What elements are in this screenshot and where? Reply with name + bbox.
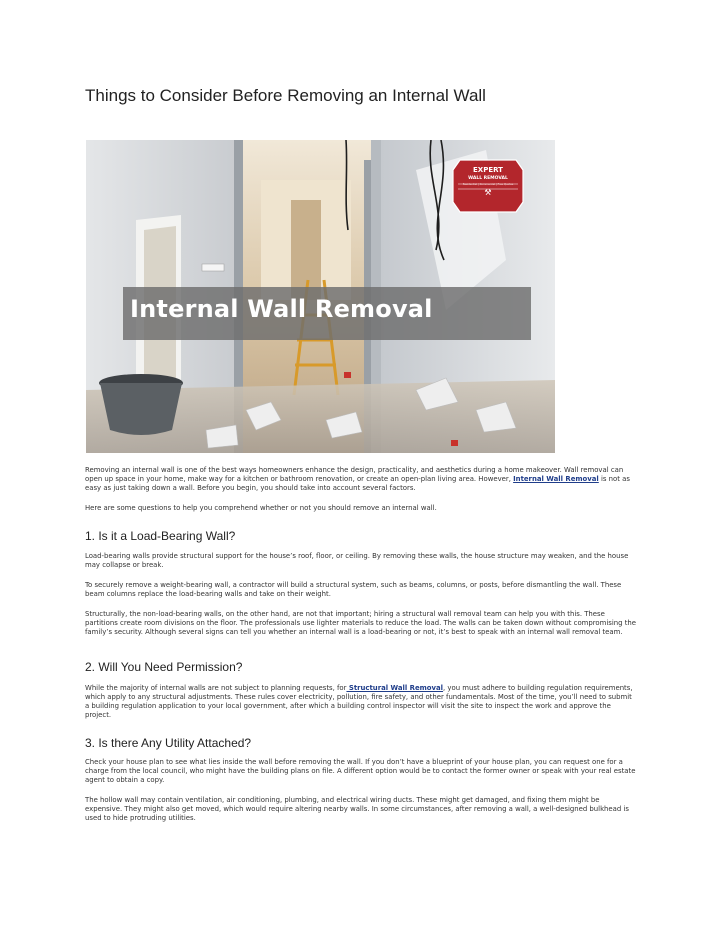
internal-wall-removal-link[interactable]: Internal Wall Removal xyxy=(513,474,599,483)
section-1-paragraph-2: To securely remove a weight-bearing wall, a contractor will build a structural system, such as beams, columns, or posts, before dismantling the wall. These beam columns replace the load-bearing walls and take on their weight. xyxy=(85,581,622,598)
section-1-heading: 1. Is it a Load-Bearing Wall? xyxy=(85,529,236,543)
logo-line-expert: EXPERT xyxy=(473,166,503,174)
hammer-icon: ⚒ xyxy=(484,188,492,197)
intro-paragraph: Removing an internal wall is one of the best ways homeowners enhance the design, practicality, and aesthetics during a home makeover. Wall removal can open up space in your home, make way for a kitchen or bathroom renovation, or create an open-plan living area. However, Internal Wall Removal is not as easy as just taking down a wall. Before you begin, you should take into account several factors. xyxy=(85,466,630,492)
section-1-paragraph-3: Structurally, the non-load-bearing walls, on the other hand, are not that important; hiring a structural wall removal team can help you with this. These partitions create room divisions on the floor. The professionals use lighter materials to reduce the load. The walls can be taken down without compromising the family’s security. Although several signs can tell you whether an internal wall is a load-bearing or not, it’s best to speak with an internal wall removal team. xyxy=(85,610,637,636)
logo-line-services: Residential | Commercial | Free Quotes xyxy=(462,183,514,186)
intro-questions-paragraph: Here are some questions to help you comprehend whether or not you should remove an internal wall. xyxy=(85,504,437,512)
expert-wall-removal-logo xyxy=(453,167,523,197)
logo-line-wall-removal: WALL REMOVAL xyxy=(468,176,508,181)
page-title: Things to Consider Before Removing an Internal Wall xyxy=(85,86,486,105)
section-1-paragraph-1: Load-bearing walls provide structural support for the house’s roof, floor, or ceiling. By removing these walls, the house structure may weaken, and the house may collapse or break. xyxy=(85,552,629,569)
section-2-heading: 2. Will You Need Permission? xyxy=(85,660,243,674)
structural-wall-removal-link[interactable]: Structural Wall Removal xyxy=(346,684,444,692)
banner-title: Internal Wall Removal xyxy=(130,295,433,323)
section-3-paragraph-2: The hollow wall may contain ventilation, air conditioning, plumbing, and electrical wiring ducts. These might get damaged, and fixing them might be expensive. They might also get moved, which would require altering nearby walls. In some circumstances, after removing a wall, a well-designed bulkhead is used to hide protruding utilities. xyxy=(85,796,629,822)
section-3-heading: 3. Is there Any Utility Attached? xyxy=(85,736,252,750)
section-3-paragraph-1: Check your house plan to see what lies inside the wall before removing the wall. If you don’t have a blueprint of your house plan, you can request one for a charge from the local council, who might have the building plans on file. A different option would be to contact the former owner or speak with your real estate agent to obtain a copy. xyxy=(85,758,636,784)
section-2-paragraph-1: While the majority of internal walls are not subject to planning requests, for Structural Wall Removal, you must adhere to building regulation requirements, which apply to any structural adjustments. These rules cover electricity, pollution, fire safety, and other fundamentals. Most of the time, you’ll need to submit a building regulation application to your local government, after which a building control inspector will visit the site to inspect the work and approve the project. xyxy=(85,684,633,719)
hero-image xyxy=(86,140,555,453)
